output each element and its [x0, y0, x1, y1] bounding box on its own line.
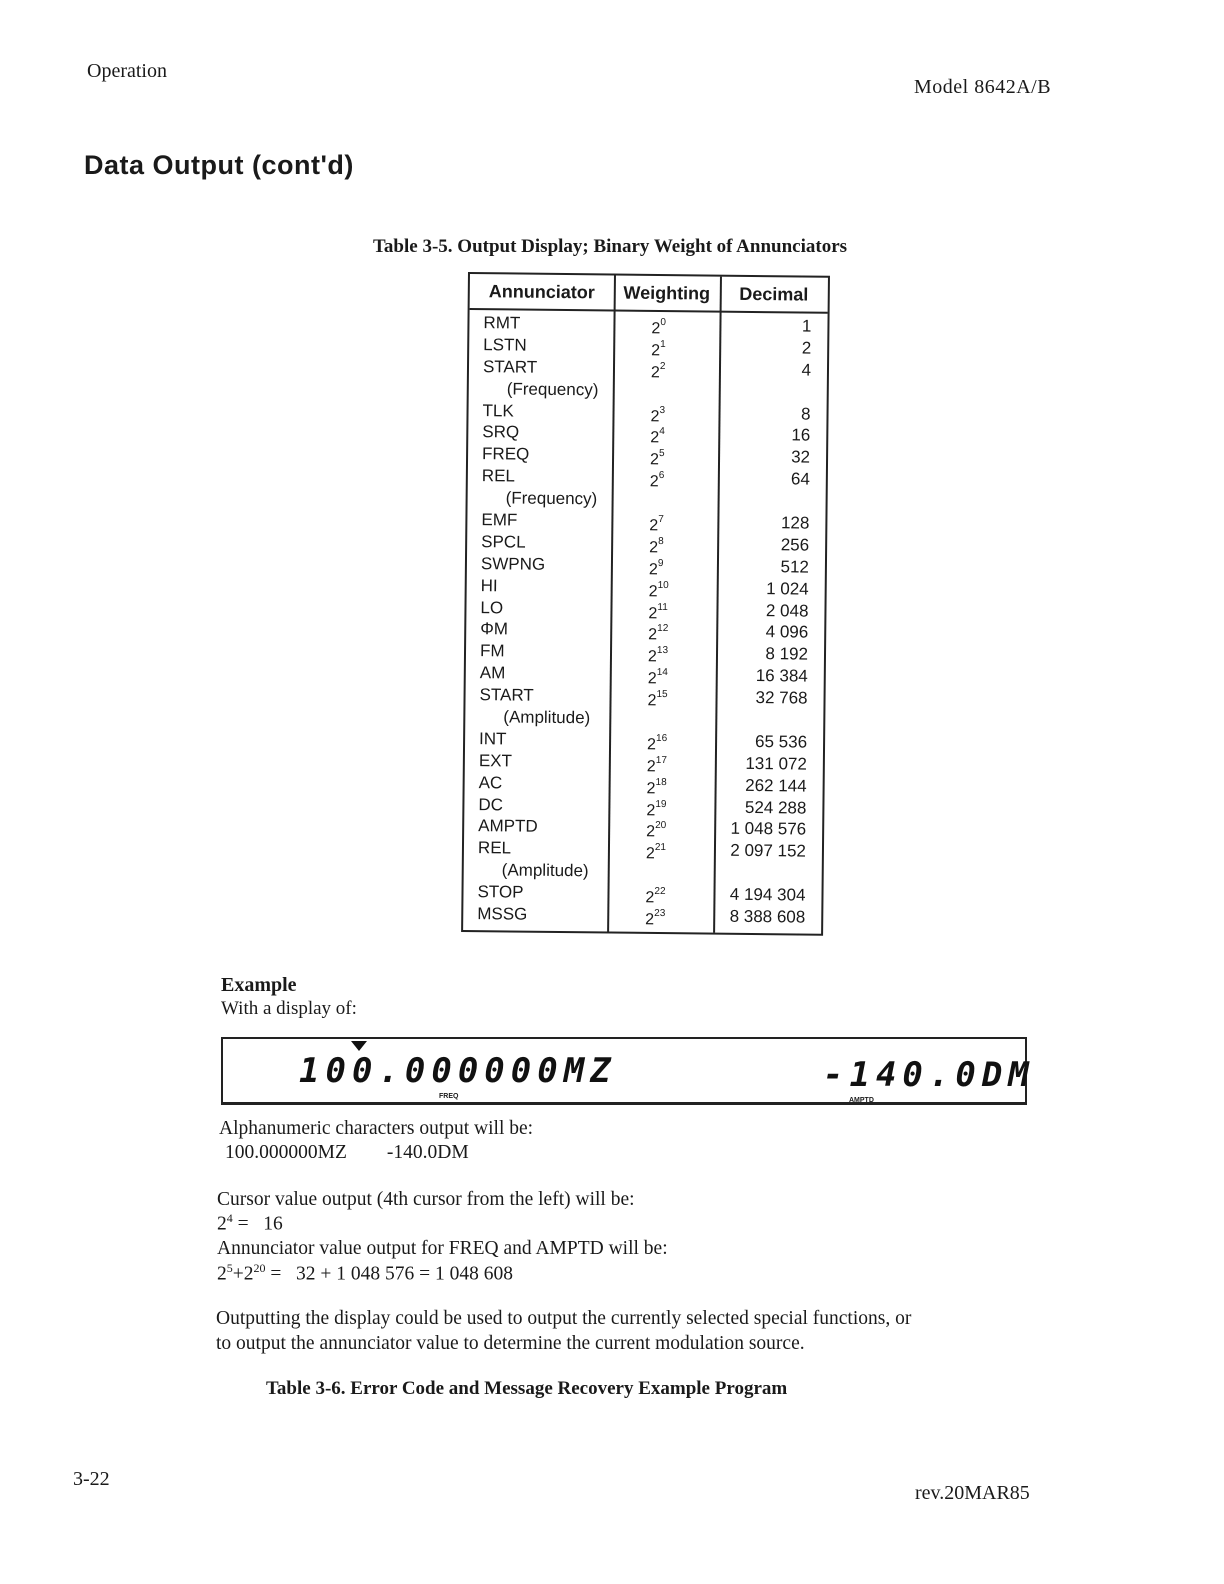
table-cell-decimal: 8 — [800, 404, 811, 424]
annunciator-table — [461, 272, 830, 936]
weighting-base: 2 — [648, 604, 658, 622]
weighting-exponent: 21 — [654, 842, 667, 854]
weighting-base: 2 — [649, 473, 659, 491]
freq-annunciator: FREQ — [439, 1093, 459, 1100]
table-cell-annunciator: STOP — [477, 882, 524, 902]
table-cell-annunciator: AC — [478, 772, 503, 793]
table-cell-decimal: 8 388 608 — [729, 906, 806, 927]
table-cell-decimal: 2 097 152 — [730, 841, 807, 861]
weighting-base: 2 — [648, 561, 658, 579]
weighting-exponent: 9 — [657, 557, 664, 569]
table-cell-decimal: 512 — [780, 557, 810, 577]
table-cell-weighting — [613, 335, 719, 358]
weighting-base: 2 — [649, 451, 660, 469]
weighting-exponent: 1 — [660, 338, 666, 350]
column-header-annunciator: Annunciator — [470, 274, 614, 312]
amptd-annunciator: AMPTD — [849, 1097, 874, 1104]
cursor-formula: $2^4 = 16$ — [217, 1211, 283, 1235]
annunciator-column — [463, 274, 616, 931]
table-cell-decimal: 128 — [780, 513, 810, 533]
table-cell-weighting — [610, 642, 716, 665]
example-subtitle: With a display of: — [221, 998, 357, 1019]
table-cell-annunciator: MSSG — [477, 904, 528, 924]
table-cell-annunciator: (Frequency) — [505, 488, 598, 509]
table-cell-decimal: 256 — [780, 535, 810, 555]
weighting-base: 2 — [651, 342, 661, 360]
running-header-section: Operation — [87, 60, 167, 82]
weighting-exponent: 17 — [655, 754, 667, 766]
weighting-exponent: 14 — [656, 667, 668, 679]
table-cell-weighting — [612, 401, 718, 424]
table-cell-annunciator: RMT — [483, 313, 521, 333]
table-cell-weighting — [609, 751, 715, 774]
table-cell-annunciator: FREQ — [481, 444, 530, 464]
table-cell-decimal: 4 194 304 — [729, 884, 806, 905]
weighting-exponent: 15 — [656, 689, 668, 701]
table-cell-weighting — [612, 445, 718, 468]
table-cell-weighting — [610, 664, 716, 687]
table-cell-annunciator: TLK — [482, 400, 514, 421]
table-cell-weighting — [612, 467, 718, 490]
table-cell-annunciator: LO — [480, 597, 504, 617]
weighting-base: 2 — [650, 429, 660, 447]
table-cell-decimal: 262 144 — [745, 775, 807, 796]
table-cell-weighting — [613, 357, 719, 380]
weighting-base: 2 — [649, 539, 659, 557]
revision-date: rev.20MAR85 — [915, 1482, 1030, 1504]
table-cell-decimal — [718, 490, 826, 513]
weighting-exponent: 2 — [659, 360, 666, 372]
weighting-base: 2 — [650, 407, 660, 425]
weighting-base: 2 — [651, 320, 661, 338]
table-cell-weighting — [608, 839, 714, 862]
table-cell-decimal: 16 384 — [755, 666, 808, 686]
alnum-freq: 100.000000MZ — [225, 1142, 347, 1163]
table-cell-decimal: 16 — [791, 425, 811, 446]
table-cell-weighting — [609, 708, 715, 731]
table-cell-decimal — [714, 862, 822, 885]
weighting-base: 2 — [648, 582, 658, 601]
weighting-base: 2 — [647, 670, 657, 688]
weighting-base: 2 — [646, 758, 656, 776]
table-cell-annunciator: (Frequency) — [506, 379, 599, 400]
cursor-intro: Cursor value output (4th cursor from the left) will be: — [217, 1189, 635, 1210]
weighting-exponent: 6 — [658, 470, 665, 482]
table-cell-decimal: 131 072 — [745, 753, 807, 774]
weighting-base: 2 — [645, 845, 655, 863]
display-frequency-readout: 100.000000MZ — [299, 1051, 617, 1091]
table-cell-weighting — [608, 861, 714, 884]
weighting-exponent: 23 — [654, 908, 666, 920]
table-cell-decimal: 65 536 — [755, 731, 808, 752]
table-cell-annunciator: SRQ — [482, 422, 520, 442]
table-cell-annunciator: AM — [479, 663, 506, 683]
table-cell-weighting — [608, 795, 714, 818]
table-cell-weighting — [611, 511, 717, 534]
table-cell-decimal: 32 768 — [755, 688, 808, 708]
weighting-exponent: 12 — [657, 623, 669, 635]
alnum-output — [225, 1142, 469, 1164]
weighting-base: 2 — [648, 626, 658, 644]
weighting-exponent: 13 — [656, 645, 669, 657]
table-cell-decimal — [715, 709, 823, 732]
table-cell-weighting — [607, 883, 713, 906]
table-cell-annunciator: INT — [479, 729, 507, 749]
table-cell-annunciator: (Amplitude) — [501, 860, 589, 881]
table-cell-weighting — [611, 532, 717, 555]
table-cell-decimal: 1 024 — [766, 578, 809, 599]
running-header-model: Model 8642A/B — [914, 76, 1052, 98]
table-cell-weighting — [613, 314, 719, 337]
table-cell-annunciator: FM — [479, 641, 505, 661]
table-cell-annunciator: SPCL — [481, 532, 526, 552]
table-cell-weighting — [609, 686, 715, 709]
example-heading: Example — [221, 974, 297, 996]
weighting-exponent: 18 — [655, 776, 667, 788]
table-3-6-caption: Table 3-6. Error Code and Message Recovery Example Program — [266, 1378, 788, 1399]
weighting-base: 2 — [647, 692, 657, 710]
table-cell-annunciator: SWPNG — [480, 553, 546, 574]
front-panel-display — [221, 1037, 1035, 1105]
table-cell-weighting — [610, 620, 716, 643]
weighting-exponent: 5 — [658, 448, 665, 460]
table-cell-annunciator: HI — [480, 575, 498, 596]
weighting-base: 2 — [645, 911, 655, 929]
weighting-exponent: 3 — [659, 404, 666, 416]
table-cell-annunciator: EXT — [478, 750, 513, 771]
paragraph-line-1: Outputting the display could be used to output the currently selected special functions, or — [216, 1308, 912, 1329]
weighting-column — [607, 276, 722, 933]
weighting-exponent: 16 — [655, 732, 668, 745]
paragraph-line-2: to output the annunciator value to determine the current modulation source. — [216, 1333, 805, 1354]
cursor-triangle-icon — [351, 1041, 367, 1051]
weighting-base: 2 — [645, 889, 655, 907]
annunciator-intro: Annunciator value output for FREQ and AMPTD will be: — [217, 1238, 668, 1259]
table-cell-decimal: 524 288 — [744, 797, 807, 818]
table-cell-annunciator: ΦM — [480, 619, 509, 639]
table-cell-decimal — [719, 380, 827, 403]
table-cell-weighting — [607, 905, 713, 928]
weighting-base: 2 — [650, 364, 660, 382]
table-cell-annunciator: START — [482, 356, 538, 377]
weighting-exponent: 8 — [658, 535, 664, 547]
page-number: 3-22 — [73, 1468, 110, 1490]
table-cell-annunciator: EMF — [481, 510, 518, 530]
table-cell-weighting — [610, 598, 716, 621]
table-cell-weighting — [609, 729, 715, 752]
table-caption: Table 3-5. Output Display; Binary Weight of Annunciators — [373, 236, 848, 257]
table-cell-weighting — [613, 379, 719, 402]
column-header-weighting: Weighting — [614, 276, 720, 313]
section-title: Data Output (cont'd) — [84, 150, 354, 180]
table-cell-annunciator: LSTN — [483, 335, 527, 355]
weighting-exponent: 20 — [655, 820, 667, 832]
table-cell-weighting — [611, 554, 717, 577]
alnum-amp: -140.0DM — [386, 1142, 469, 1163]
decimal-column — [713, 277, 828, 934]
table-cell-annunciator: AMPTD — [478, 816, 538, 837]
table-cell-decimal: 32 — [791, 447, 811, 467]
weighting-exponent: 10 — [657, 579, 669, 591]
table-cell-decimal: 64 — [790, 469, 810, 489]
table-cell-decimal: 2 048 — [765, 600, 809, 621]
weighting-exponent: 22 — [654, 886, 666, 898]
table-cell-decimal: 4 096 — [765, 622, 809, 643]
table-cell-annunciator: (Amplitude) — [503, 707, 591, 728]
annunciator-formula: $2^5+2^{20} = 32 + 1$ 048 576 = 1 048 608 — [217, 1261, 513, 1285]
table-cell-annunciator: REL — [481, 466, 516, 486]
weighting-exponent: 11 — [657, 601, 668, 613]
weighting-base: 2 — [646, 823, 656, 841]
table-cell-decimal: 1 — [801, 316, 812, 336]
weighting-base: 2 — [646, 779, 656, 798]
weighting-exponent: 19 — [655, 798, 667, 810]
weighting-exponent: 4 — [659, 426, 665, 438]
table-cell-weighting — [609, 773, 715, 796]
weighting-base: 2 — [646, 736, 657, 754]
table-cell-annunciator: DC — [478, 794, 504, 814]
alnum-intro: Alphanumeric characters output will be: — [219, 1118, 534, 1139]
display-amplitude-readout: -140.0DM — [823, 1055, 1035, 1095]
table-cell-weighting — [612, 489, 718, 512]
column-header-decimal: Decimal — [720, 277, 828, 314]
table-cell-annunciator: REL — [477, 838, 512, 858]
weighting-exponent: 7 — [658, 514, 664, 526]
weighting-exponent: 0 — [660, 317, 667, 329]
table-cell-weighting — [612, 423, 718, 446]
table-cell-weighting — [611, 576, 717, 599]
weighting-base: 2 — [647, 648, 657, 666]
table-cell-decimal: 4 — [801, 360, 812, 380]
table-cell-annunciator: START — [479, 685, 534, 705]
table-cell-weighting — [608, 817, 714, 840]
table-cell-decimal: 8 192 — [765, 644, 809, 664]
table-cell-decimal: 2 — [801, 338, 812, 358]
weighting-base: 2 — [649, 517, 659, 535]
weighting-base: 2 — [646, 801, 656, 819]
table-cell-decimal: 1 048 576 — [730, 819, 807, 840]
